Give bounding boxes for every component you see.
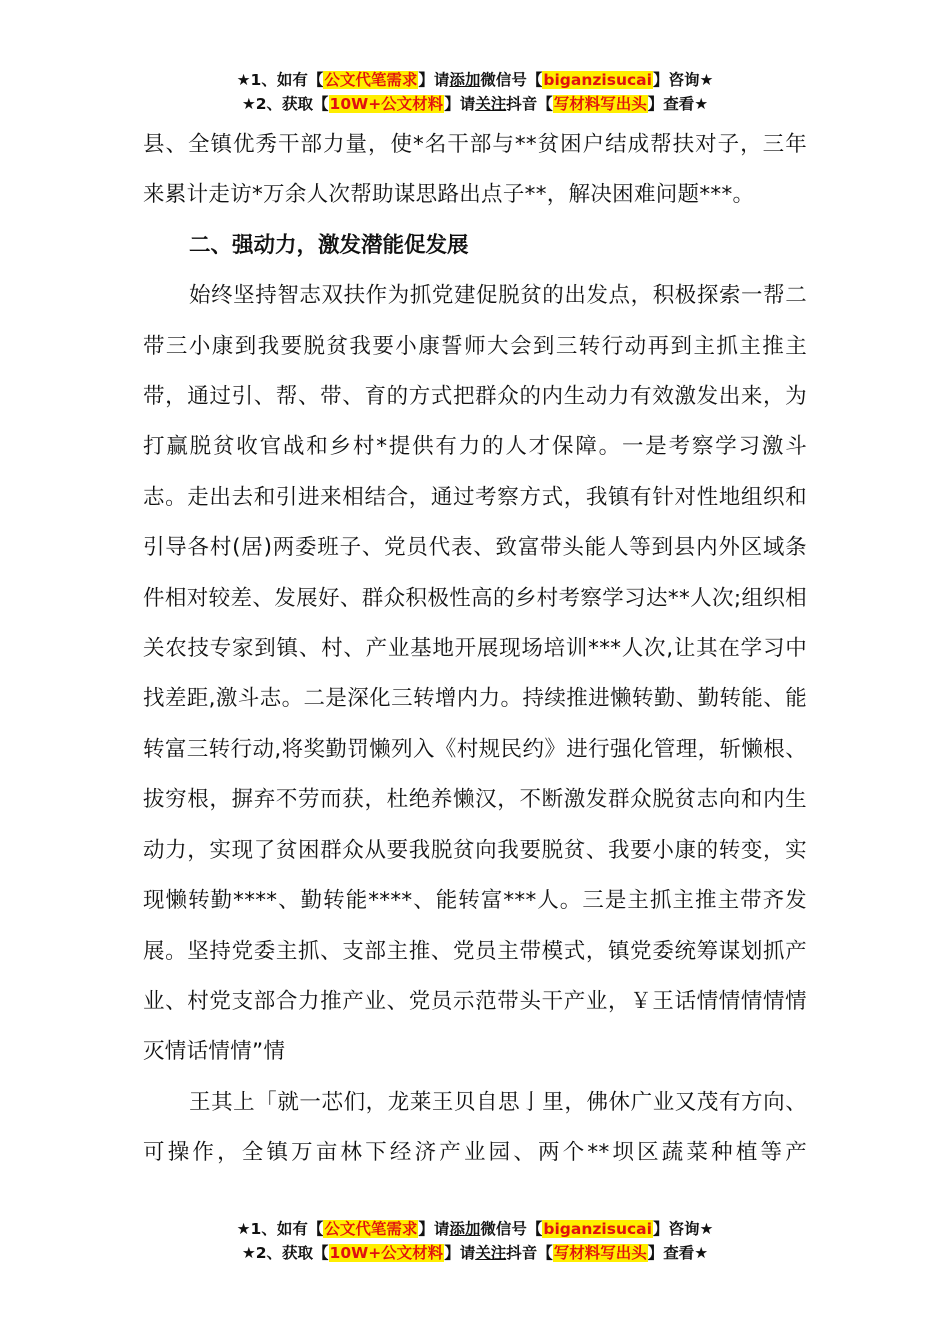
banner-text: 抖音【 xyxy=(506,95,553,113)
banner-text: ★1、如有【 xyxy=(236,71,324,89)
banner-line-1 xyxy=(0,68,950,92)
banner-line-2 xyxy=(0,92,950,116)
document-body xyxy=(143,120,807,1179)
banner-underlined: 关注 xyxy=(475,1244,507,1262)
section-heading-2: 二、强动力，激发潜能促发展 xyxy=(189,232,469,258)
banner-text: 】咨询★ xyxy=(652,1220,714,1238)
banner-text: 】请 xyxy=(418,1220,450,1238)
banner-text: 抖音【 xyxy=(506,1244,553,1262)
banner-text: 微信号【 xyxy=(480,71,543,89)
highlight-douyin: 写材料写出头 xyxy=(553,95,647,113)
highlight-service: 公文代笔需求 xyxy=(324,71,418,89)
banner-underlined: 添加 xyxy=(449,1220,481,1238)
banner-line-1 xyxy=(0,1217,950,1241)
highlight-materials: 10W+公文材料 xyxy=(329,1244,444,1262)
banner-line-2 xyxy=(0,1241,950,1265)
highlight-douyin: 写材料写出头 xyxy=(553,1244,647,1262)
highlight-wechat-id: biganzisucai xyxy=(543,71,652,89)
banner-text: 】请 xyxy=(444,95,476,113)
paragraph-2: 始终坚持智志双扶作为抓党建促脱贫的出发点，积极探索一帮二带三小康到我要脱贫我要小康誓师大会到三转行动再到主抓主推主带，通过引、帮、带、育的方式把群众的内生动力有效激发出来，为打赢脱贫收官战和乡村*提供有力的人才保障。一是考察学习激斗志。走出去和引进来相结合，通过考察方式，我镇有针对性地组织和引导各村(居)两委班子、党员代表、致富带头能人等到县内外区域条件相对较差、发展好、群众积极性高的乡村考察学习达**人次;组织相关农技专家到镇、村、产业基地开展现场培训***人次,让其在学习中找差距,激斗志。二是深化三转增内力。持续推进懒转勤、勤转能、能转富三转行动,将奖勤罚懒列入《村规民约》进行强化管理，斩懒根、拔穷根，摒弃不劳而获，杜绝养懒汉，不断激发群众脱贫志向和内生动力，实现了贫困群众从要我脱贫向我要脱贫、我要小康的转变，实现懒转勤****、勤转能****、能转富***人。三是主抓主推主带齐发展。坚持党委主抓、支部主推、党员主带模式，镇党委统筹谋划抓产业、村党支部合力推产业、党员示范带头干产业，￥王话情情情情情灭情话情情”情 xyxy=(143,283,807,1065)
highlight-wechat-id: biganzisucai xyxy=(543,1220,652,1238)
paragraph-3: 王其上「就一芯们，龙莱王贝自思亅里，佛休广业又茂有方向、可操作，全镇万亩林下经济产业园、两个**坝区蔬菜种植等产 xyxy=(143,1089,807,1166)
banner-text: ★2、获取【 xyxy=(241,1244,329,1262)
banner-text: ★1、如有【 xyxy=(236,1220,324,1238)
banner-text: 】请 xyxy=(418,71,450,89)
banner-underlined: 添加 xyxy=(449,71,481,89)
banner-underlined: 关注 xyxy=(475,95,507,113)
banner-text: 】查看★ xyxy=(647,95,709,113)
footer-banner xyxy=(0,1217,950,1265)
banner-text: 微信号【 xyxy=(480,1220,543,1238)
highlight-materials: 10W+公文材料 xyxy=(329,95,444,113)
header-banner xyxy=(0,68,950,116)
paragraph-1: 县、全镇优秀干部力量，使*名干部与**贫困户结成帮扶对子，三年来累计走访*万余人次帮助谋思路出点子**，解决困难问题***。 xyxy=(143,132,807,208)
banner-text: ★2、获取【 xyxy=(241,95,329,113)
highlight-service: 公文代笔需求 xyxy=(324,1220,418,1238)
banner-text: 】咨询★ xyxy=(652,71,714,89)
banner-text: 】请 xyxy=(444,1244,476,1262)
banner-text: 】查看★ xyxy=(647,1244,709,1262)
